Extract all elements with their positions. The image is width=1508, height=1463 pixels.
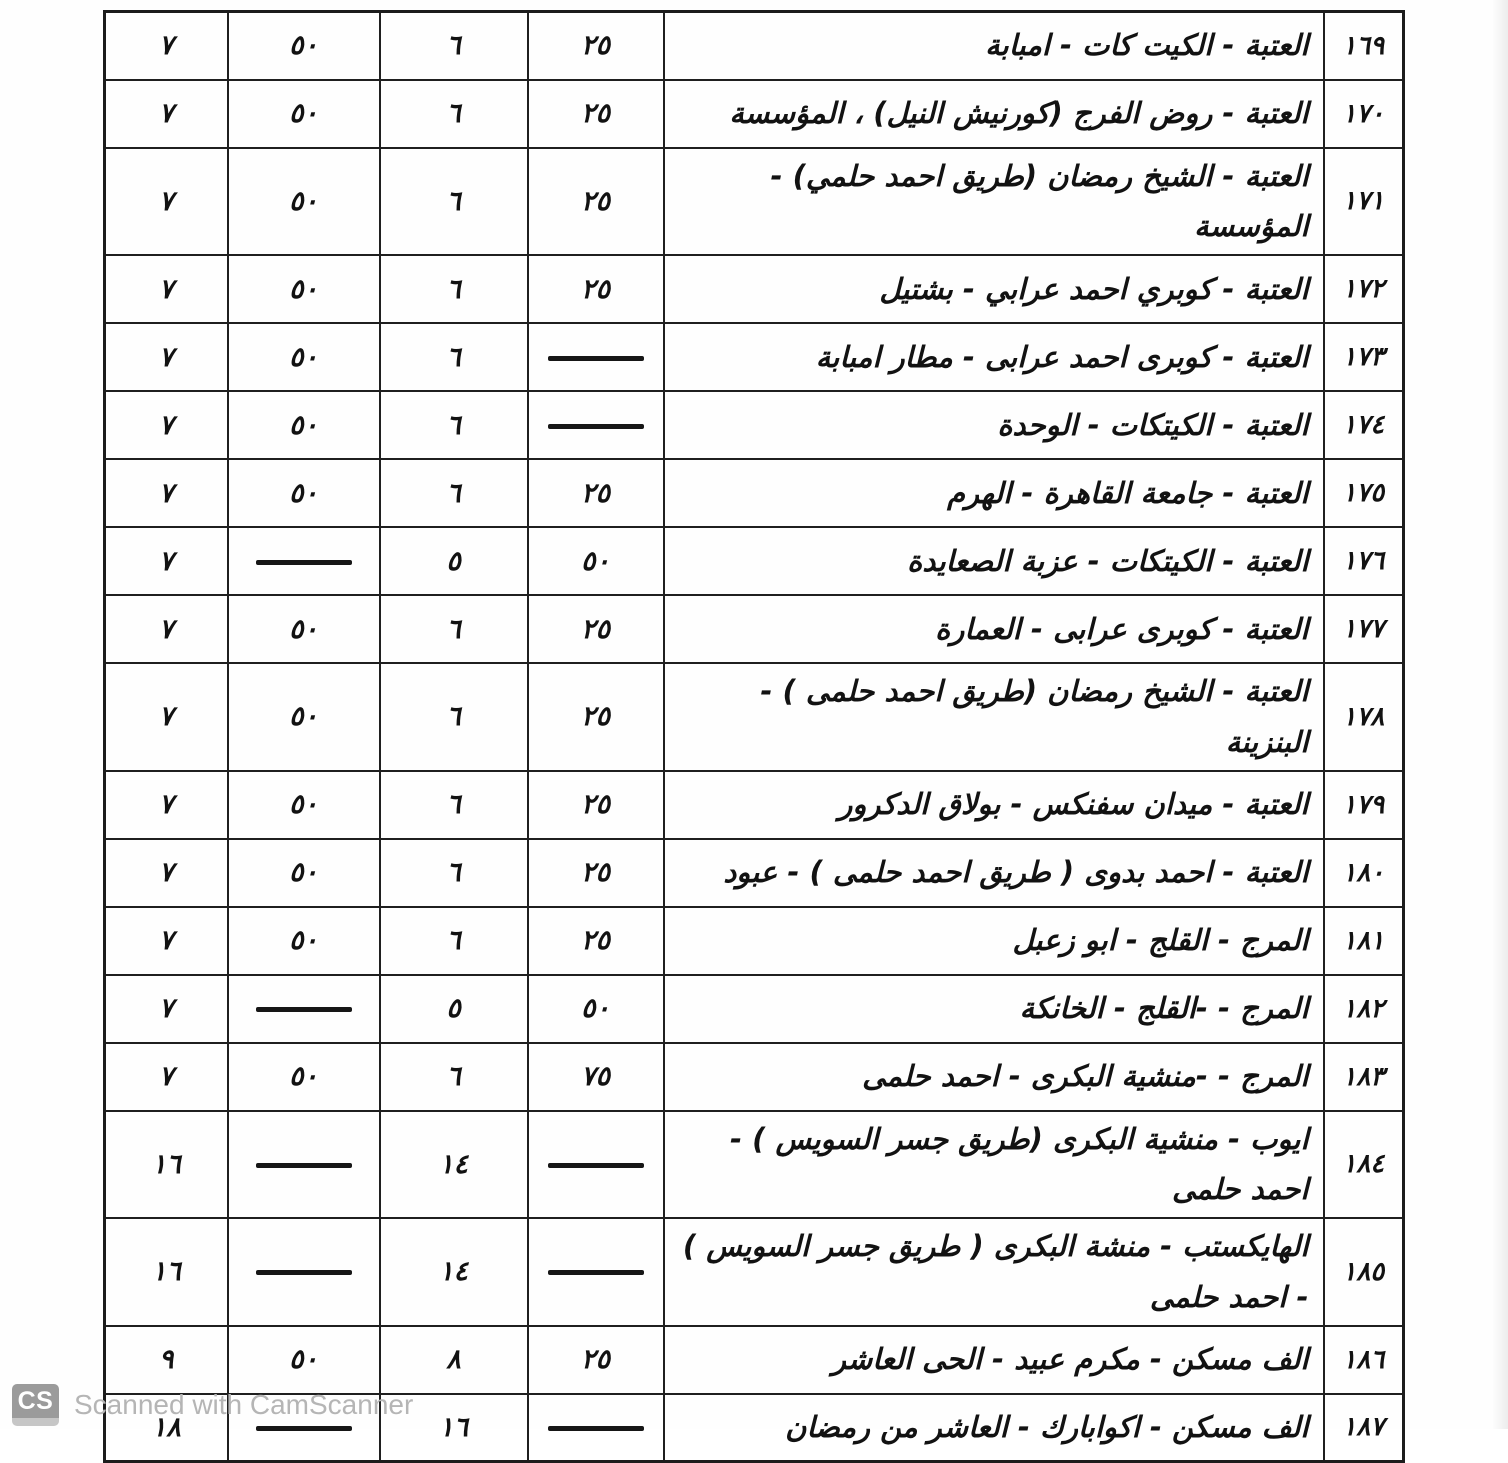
value-cell-c3: ٥٠ [228, 1326, 380, 1394]
value-cell-c1: ٧٥ [528, 1043, 664, 1111]
table-row [105, 391, 1404, 459]
value-cell-c4: ٧ [105, 663, 228, 771]
value-cell-c1 [528, 391, 664, 459]
route-number-cell: ١٨٦ [1324, 1326, 1404, 1394]
value-cell-c4: ٧ [105, 80, 228, 148]
route-name-cell: العتبة - الكيتكات - عزبة الصعايدة [664, 527, 1324, 595]
table-row [105, 975, 1404, 1043]
value-cell-c1: ٢٥ [528, 12, 664, 80]
table-row [105, 907, 1404, 975]
value-cell-c2: ٦ [380, 80, 528, 148]
watermark-text: Scanned with CamScanner [74, 1389, 414, 1420]
value-cell-c4: ٧ [105, 839, 228, 907]
value-cell-c2: ٥ [380, 527, 528, 595]
value-cell-c3 [228, 1218, 380, 1326]
value-cell-c3: ٥٠ [228, 323, 380, 391]
table-row [105, 255, 1404, 323]
value-cell-c3 [228, 527, 380, 595]
table-row [105, 527, 1404, 595]
table-row [105, 148, 1404, 256]
value-cell-c4: ٧ [105, 975, 228, 1043]
route-name-cell: العتبة - جامعة القاهرة - الهرم [664, 459, 1324, 527]
value-cell-c2: ٦ [380, 595, 528, 663]
value-cell-c2: ٦ [380, 459, 528, 527]
value-cell-c1: ٥٠ [528, 975, 664, 1043]
value-cell-c1: ٢٥ [528, 80, 664, 148]
route-number-cell: ١٨٤ [1324, 1111, 1404, 1219]
value-cell-c3: ٥٠ [228, 459, 380, 527]
value-cell-c2: ٦ [380, 771, 528, 839]
value-cell-c3: ٥٠ [228, 771, 380, 839]
value-cell-c1 [528, 1218, 664, 1326]
value-cell-c3 [228, 975, 380, 1043]
camscanner-icon: CS [12, 1384, 59, 1426]
dash-mark [256, 1007, 352, 1012]
route-name-cell: العتبة - روض الفرج (كورنيش النيل) ، المؤسسة [664, 80, 1324, 148]
route-number-cell: ١٧٩ [1324, 771, 1404, 839]
route-number-cell: ١٧١ [1324, 148, 1404, 256]
route-name-cell: الف مسكن - مكرم عبيد - الحى العاشر [664, 1326, 1324, 1394]
route-name-cell: العتبة - الكيتكات - الوحدة [664, 391, 1324, 459]
table-row [105, 771, 1404, 839]
value-cell-c2: ٨ [380, 1326, 528, 1394]
value-cell-c3: ٥٠ [228, 907, 380, 975]
dash-mark [256, 1163, 352, 1168]
route-number-cell: ١٧٨ [1324, 663, 1404, 771]
route-number-cell: ١٧٠ [1324, 80, 1404, 148]
value-cell-c2: ٦ [380, 907, 528, 975]
dash-mark [548, 1270, 644, 1275]
value-cell-c1 [528, 1394, 664, 1462]
value-cell-c1: ٢٥ [528, 459, 664, 527]
route-number-cell: ١٧٦ [1324, 527, 1404, 595]
route-name-cell: العتبة - الكيت كات - امبابة [664, 12, 1324, 80]
value-cell-c4: ٧ [105, 255, 228, 323]
value-cell-c1: ٢٥ [528, 663, 664, 771]
value-cell-c4: ٧ [105, 148, 228, 256]
route-number-cell: ١٧٢ [1324, 255, 1404, 323]
route-name-cell: المرج - -القلج - الخانكة [664, 975, 1324, 1043]
value-cell-c1: ٢٥ [528, 148, 664, 256]
dash-mark [256, 560, 352, 565]
value-cell-c4: ٧ [105, 1043, 228, 1111]
table-row [105, 1043, 1404, 1111]
route-name-cell: الهايكستب - منشة البكرى ( طريق جسر السويس ) - احمد حلمى [664, 1218, 1324, 1326]
dash-mark [256, 1426, 352, 1431]
value-cell-c4: ٧ [105, 771, 228, 839]
value-cell-c4: ١٦ [105, 1218, 228, 1326]
value-cell-c1: ٢٥ [528, 907, 664, 975]
value-cell-c2: ٦ [380, 255, 528, 323]
value-cell-c4: ٧ [105, 391, 228, 459]
route-number-cell: ١٧٤ [1324, 391, 1404, 459]
route-name-cell: الف مسكن - اكوابارك - العاشر من رمضان [664, 1394, 1324, 1462]
value-cell-c3: ٥٠ [228, 80, 380, 148]
route-number-cell: ١٧٣ [1324, 323, 1404, 391]
table-row [105, 12, 1404, 80]
value-cell-c1: ٢٥ [528, 1326, 664, 1394]
bus-routes-table [103, 10, 1405, 1463]
value-cell-c2: ٦ [380, 148, 528, 256]
value-cell-c4: ٧ [105, 595, 228, 663]
route-number-cell: ١٧٥ [1324, 459, 1404, 527]
scan-edge-shadow [1492, 0, 1508, 1429]
dash-mark [548, 356, 644, 361]
table-row [105, 459, 1404, 527]
value-cell-c3: ٥٠ [228, 663, 380, 771]
value-cell-c4: ٧ [105, 459, 228, 527]
value-cell-c4: ٩ [105, 1326, 228, 1394]
value-cell-c4: ١٨ [105, 1394, 228, 1462]
route-name-cell: العتبة - ميدان سفنكس - بولاق الدكرور [664, 771, 1324, 839]
value-cell-c1: ٢٥ [528, 839, 664, 907]
value-cell-c4: ٧ [105, 323, 228, 391]
value-cell-c3: ٥٠ [228, 255, 380, 323]
dash-mark [256, 1270, 352, 1275]
route-name-cell: العتبة - الشيخ رمضان (طريق احمد حلمي) - المؤسسة [664, 148, 1324, 256]
value-cell-c2: ١٤ [380, 1111, 528, 1219]
value-cell-c2: ١٤ [380, 1218, 528, 1326]
table-row [105, 663, 1404, 771]
route-number-cell: ١٨٠ [1324, 839, 1404, 907]
value-cell-c3: ٥٠ [228, 595, 380, 663]
dash-mark [548, 424, 644, 429]
value-cell-c4: ٧ [105, 907, 228, 975]
value-cell-c1: ٥٠ [528, 527, 664, 595]
routes-table-body [105, 12, 1404, 1462]
table-row [105, 1111, 1404, 1219]
value-cell-c2: ٦ [380, 1043, 528, 1111]
value-cell-c1: ٢٥ [528, 255, 664, 323]
route-number-cell: ١٨٣ [1324, 1043, 1404, 1111]
value-cell-c2: ٦ [380, 839, 528, 907]
value-cell-c3: ٥٠ [228, 391, 380, 459]
route-name-cell: العتبة - الشيخ رمضان (طريق احمد حلمى ) - البنزينة [664, 663, 1324, 771]
value-cell-c3: ٥٠ [228, 1043, 380, 1111]
value-cell-c3 [228, 1111, 380, 1219]
route-name-cell: العتبة - كوبرى عرابى - العمارة [664, 595, 1324, 663]
route-number-cell: ١٨٢ [1324, 975, 1404, 1043]
value-cell-c2: ٦ [380, 323, 528, 391]
route-number-cell: ١٨٧ [1324, 1394, 1404, 1462]
route-number-cell: ١٨١ [1324, 907, 1404, 975]
value-cell-c1: ٢٥ [528, 595, 664, 663]
route-name-cell: العتبة - كوبرى احمد عرابى - مطار امبابة [664, 323, 1324, 391]
table-row [105, 80, 1404, 148]
value-cell-c3: ٥٠ [228, 148, 380, 256]
route-name-cell: ايوب - منشية البكرى (طريق جسر السويس ) - احمد حلمى [664, 1111, 1324, 1219]
route-name-cell: المرج - القلج - ابو زعبل [664, 907, 1324, 975]
table-row [105, 323, 1404, 391]
table-row [105, 595, 1404, 663]
route-name-cell: المرج - -منشية البكرى - احمد حلمى [664, 1043, 1324, 1111]
camscanner-watermark [12, 1384, 413, 1426]
value-cell-c1: ٢٥ [528, 771, 664, 839]
value-cell-c3: ٥٠ [228, 12, 380, 80]
value-cell-c1 [528, 1111, 664, 1219]
route-name-cell: العتبة - احمد بدوى ( طريق احمد حلمى ) - عبود [664, 839, 1324, 907]
route-number-cell: ١٦٩ [1324, 12, 1404, 80]
value-cell-c4: ٧ [105, 12, 228, 80]
value-cell-c3: ٥٠ [228, 839, 380, 907]
value-cell-c4: ٧ [105, 527, 228, 595]
value-cell-c2: ٥ [380, 975, 528, 1043]
dash-mark [548, 1163, 644, 1168]
route-number-cell: ١٧٧ [1324, 595, 1404, 663]
value-cell-c2: ٦ [380, 663, 528, 771]
route-name-cell: العتبة - كوبري احمد عرابي - بشتيل [664, 255, 1324, 323]
table-row [105, 1218, 1404, 1326]
value-cell-c1 [528, 323, 664, 391]
value-cell-c2: ١٦ [380, 1394, 528, 1462]
route-number-cell: ١٨٥ [1324, 1218, 1404, 1326]
value-cell-c4: ١٦ [105, 1111, 228, 1219]
value-cell-c2: ٦ [380, 391, 528, 459]
dash-mark [548, 1426, 644, 1431]
table-row [105, 839, 1404, 907]
value-cell-c2: ٦ [380, 12, 528, 80]
